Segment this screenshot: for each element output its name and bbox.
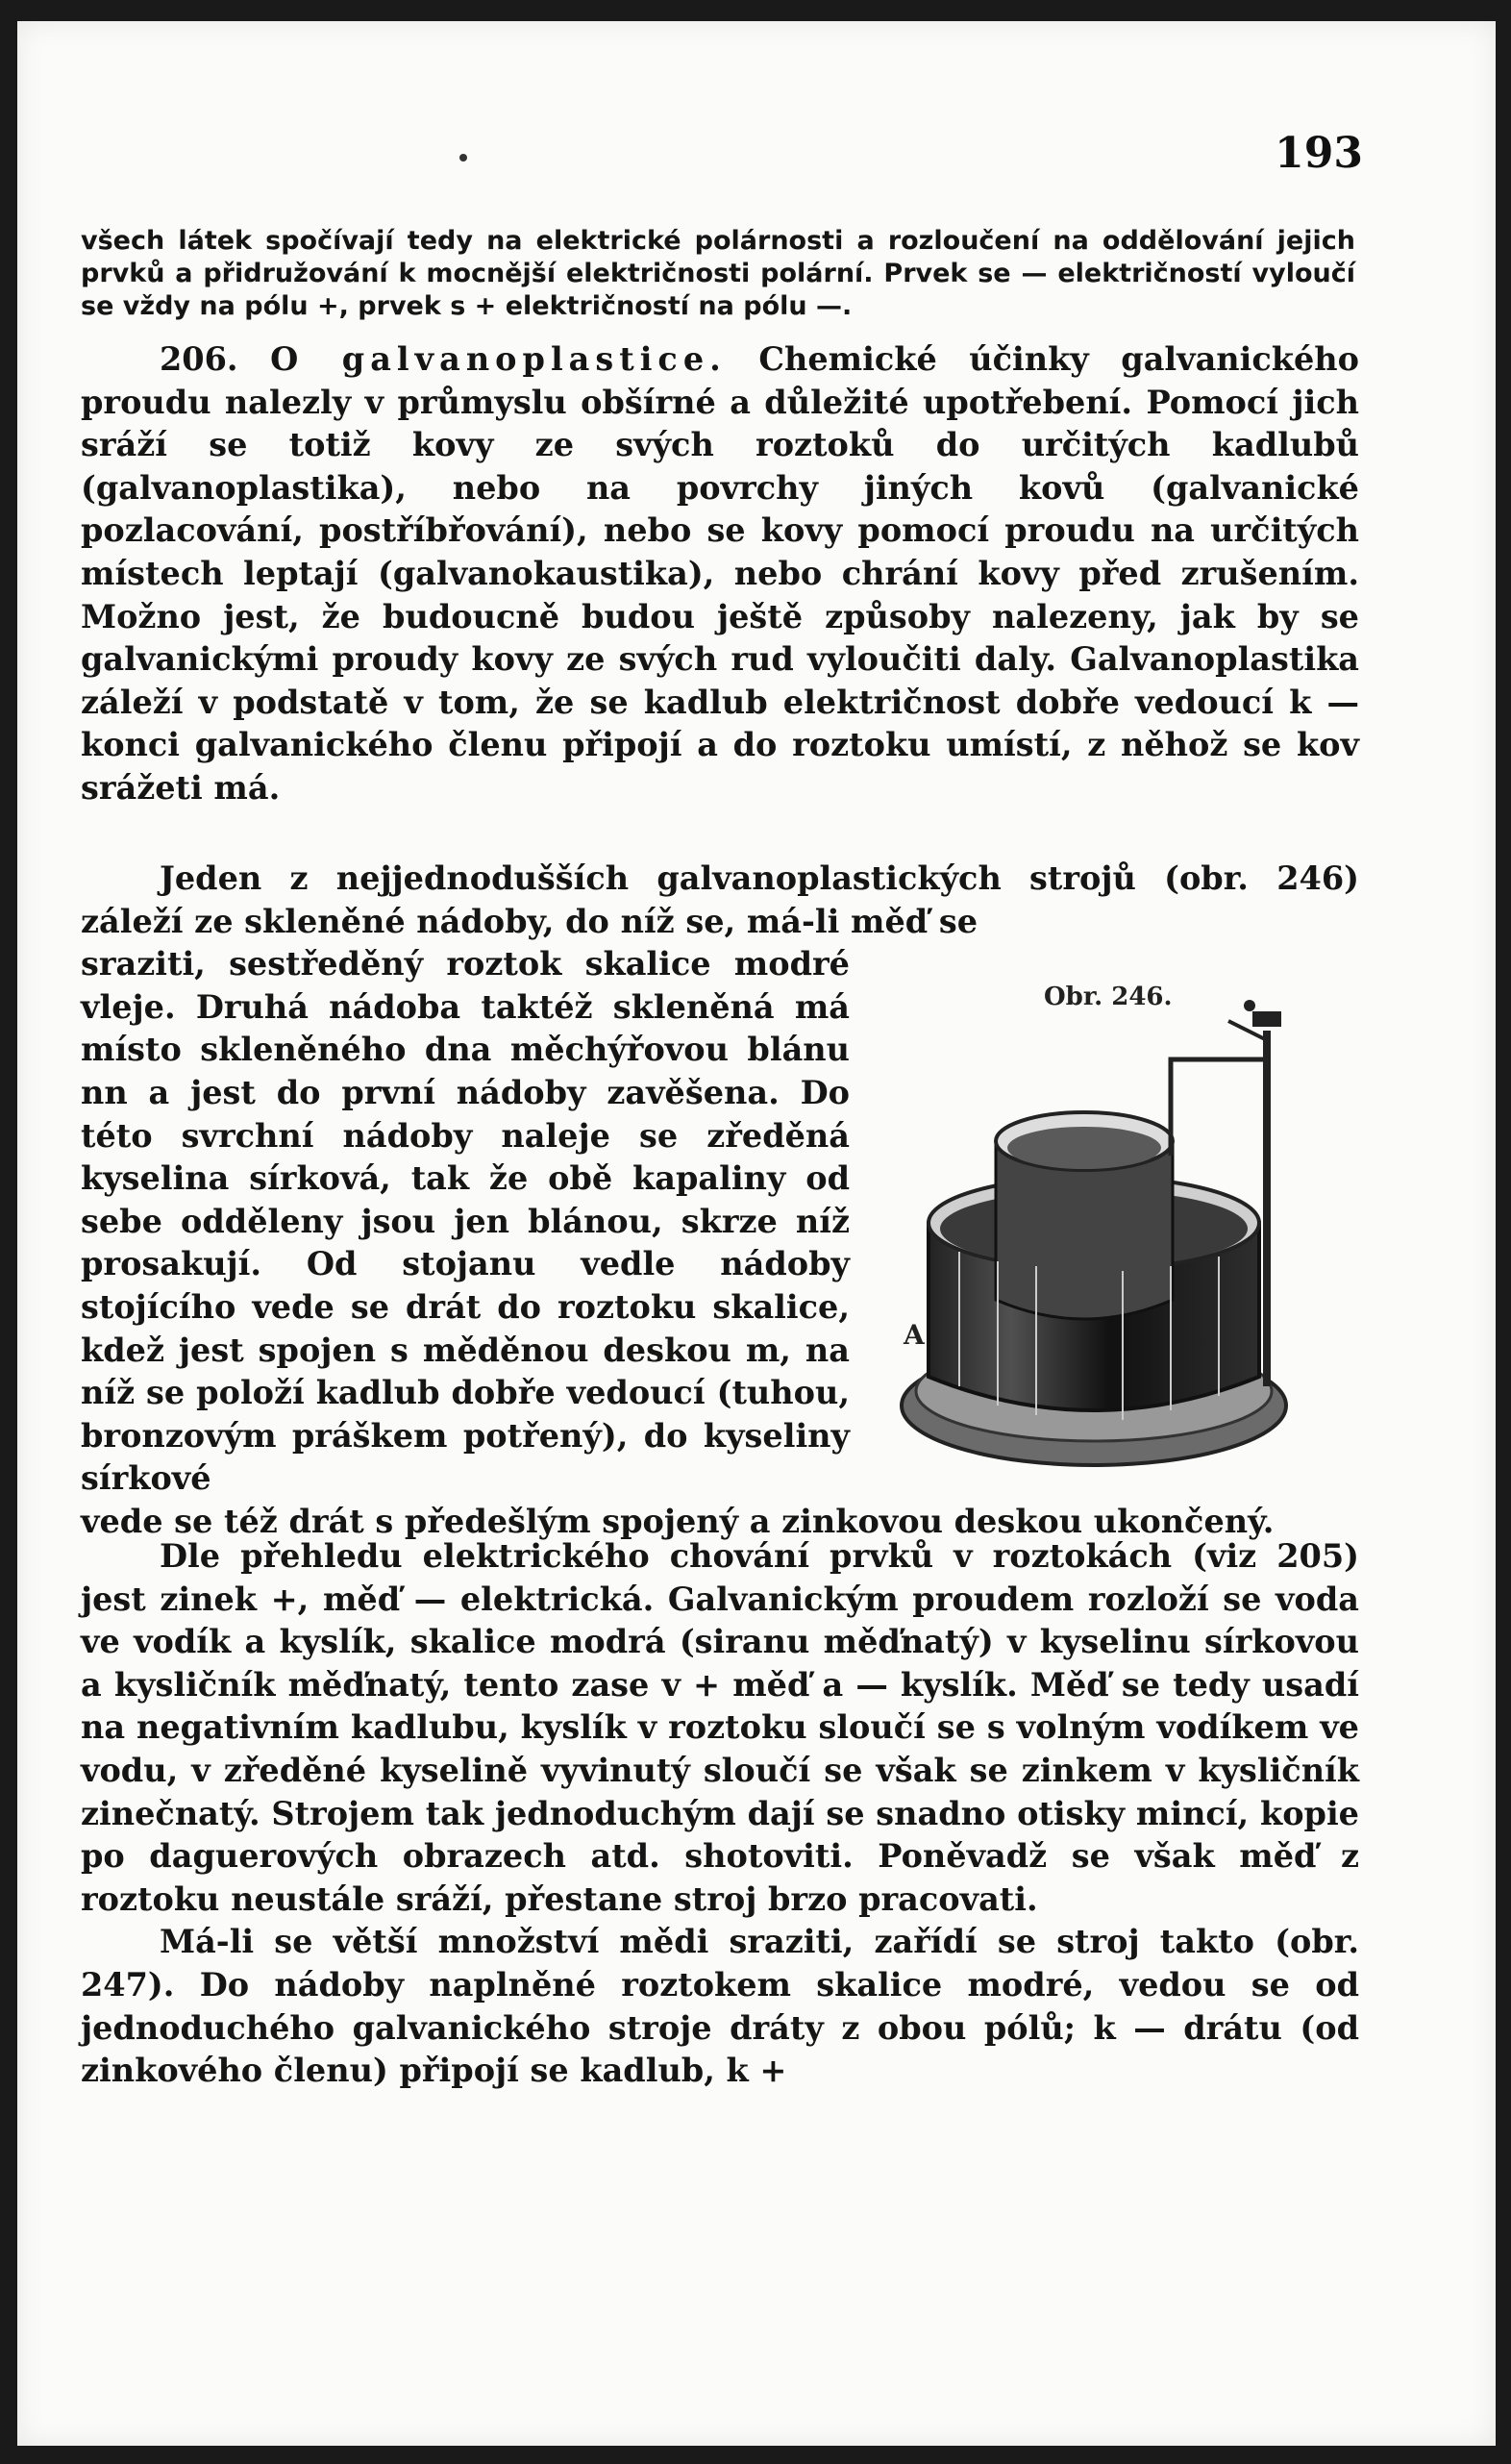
galvanoplastic-apparatus-illustration	[882, 983, 1344, 1521]
paragraph-electrochemistry	[81, 1535, 1359, 1921]
paragraph-apparatus-wide: Jeden z nejjednodušších galvanoplastických strojů (obr. 246) záleží ze skleněné nádoby, do níž se, má-li měď se	[81, 859, 1359, 940]
section-number: 206.	[160, 340, 238, 378]
ink-speck	[459, 154, 467, 162]
section-206	[81, 338, 1359, 810]
book-page	[17, 21, 1496, 2446]
paragraph-apparatus-narrow: sraziti, sestředěný roztok skalice modré vleje. Druhá nádoba taktéž skleněná má místo skleněného dna měchýřovou blánu nn a jest do první nádoby zavěšena. Do této svrchní nádoby naleje se zředěná kyselina sírková, tak že obě kapaliny od sebe odděleny jsou jen blánou, skrze níž prosakují. Od stojanu vedle nádoby stojícího vede se drát do roztoku skalice, kdež jest spojen s měděnou deskou m, na níž se položí kadlub dobře vedoucí (tuhou, bronzovým práškem potřený), do kyseliny sírkové	[81, 945, 850, 1498]
paragraph-apparatus-tail: vede se též drát s předešlým spojený a zinkovou deskou ukončený.	[81, 1502, 1275, 1540]
figure-label-a: A	[904, 1319, 925, 1351]
section-title: O galvanoplastice.	[270, 340, 727, 378]
paragraph-electrochemistry-text: Dle přehledu elektrického chování prvků v roztokách (viz 205) jest zinek +, měď — elektrická. Galvanickým proudem rozloží se voda ve vodík a kyslík, skalice modrá (siranu měďnatý) v kyselinu sírkovou a kysličník měďnatý, tento zase v + měď a — kyslík. Měď se tedy usadí na negativním kadlubu, kyslík v roztoku sloučí se s volným vodíkem ve vodu, v zředěné kyselině vyvinutý sloučí se však se zinkem v kysličník zinečnatý. Strojem tak jednoduchým dají se snadno otisky mincí, kopie po daguerových obrazech atd. shotoviti. Poněvadž se však měď z roztoku neustále sráží, přestane stroj brzo pracovati.	[81, 1537, 1359, 1918]
figure-caption: Obr. 246.	[1044, 983, 1173, 1011]
intro-paragraph: všech látek spočívají tedy na elektrické polárnosti a rozloučení na oddělování jejich prvků a přidružování k mocnější električnosti polární. Prvek se — električností vyloučí se vždy na pólu +, prvek s + električností na pólu —.	[81, 226, 1355, 321]
section-text: Chemické účinky galvanického proudu nalezly v průmyslu obšírné a důležité upotřebení. Pomocí jich sráží se totiž kovy ze svých roztoků do určitých kadlubů (galvanoplastika), nebo na povrchy jiných kovů (galvanické pozlacování, postříbřování), nebo se kovy pomocí proudu na určitých místech leptají (galvanokaustika), nebo chrání kovy před zrušením. Možno jest, že budoucně budou ještě způsoby nalezeny, jak by se galvanickými proudy kovy ze svých rud vyloučiti daly. Galvanoplastika záleží v podstatě v tom, že se kadlub električnost dobře vedoucí k — konci galvanického členu připojí a do roztoku umístí, z něhož se kov srážeti má.	[81, 340, 1360, 807]
page-number: 193	[1275, 129, 1363, 178]
paragraph-larger-apparatus-text: Má-li se větší množství mědi sraziti, zařídí se stroj takto (obr. 247). Do nádoby naplněné roztokem skalice modré, vedou se od jednoduchého galvanického stroje dráty z obou pólů; k — drátu (od zinkového členu) připojí se kadlub, k +	[81, 1923, 1359, 2090]
lower-text	[81, 1535, 1359, 2093]
paragraph-larger-apparatus	[81, 1921, 1359, 2092]
